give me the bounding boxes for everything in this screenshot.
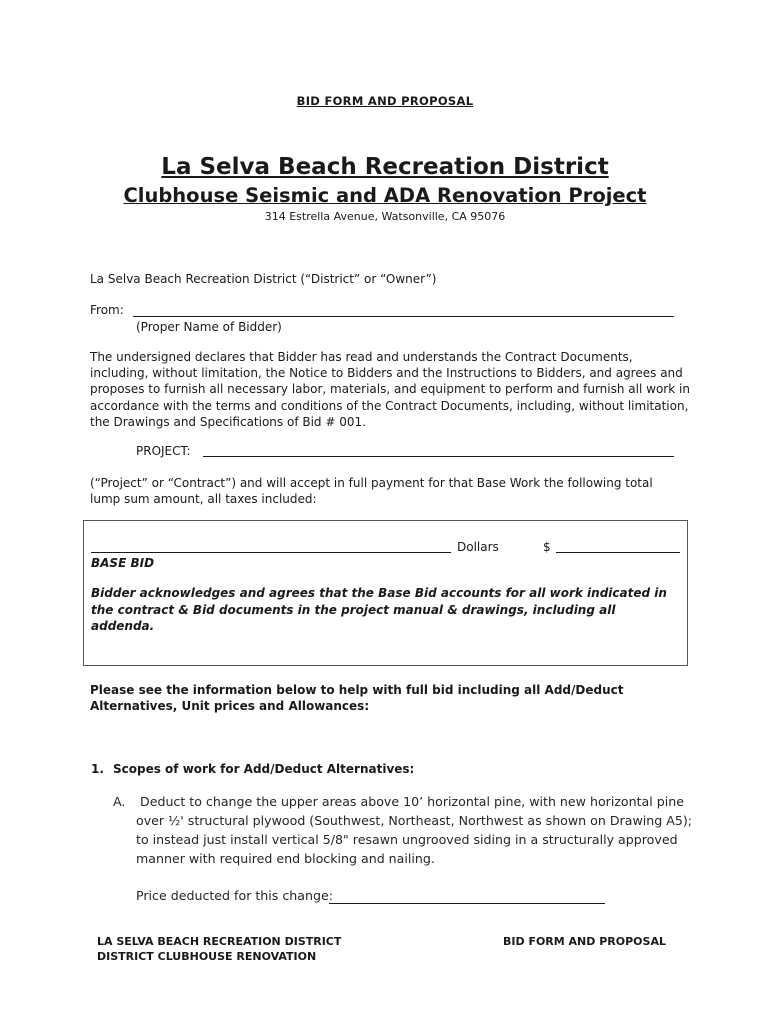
base-bid-acknowledgement: Bidder acknowledges and agrees that the Base Bid accounts for all work indicated in the contract & Bid documents in the project manual & drawings, including all addenda. <box>91 586 667 633</box>
amount-in-figures-field[interactable] <box>556 552 680 553</box>
project-title: Clubhouse Seismic and ADA Renovation Project <box>123 184 647 207</box>
amount-in-words-field[interactable] <box>91 552 451 553</box>
bidder-name-field[interactable] <box>133 316 674 317</box>
project-name-field[interactable] <box>203 456 674 457</box>
district-title: La Selva Beach Recreation District <box>161 154 609 180</box>
price-deducted-label: Price deducted for this change: <box>136 888 333 903</box>
dollar-sign: $ <box>543 540 551 554</box>
price-deducted-field[interactable] <box>329 903 605 904</box>
from-label: From: <box>90 303 124 317</box>
section-heading: Scopes of work for Add/Deduct Alternatives: <box>113 762 415 776</box>
dollars-label: Dollars <box>457 540 499 554</box>
item-letter: A. <box>113 794 126 809</box>
item-line-1: Deduct to change the upper areas above 10’ horizontal pine, with new horizontal pine <box>140 794 684 809</box>
section-number: 1. <box>91 762 104 776</box>
item-line-2: over ½' structural plywood (Southwest, Northeast, Northwest as shown on Drawing A5); <box>136 813 693 828</box>
owner-line: La Selva Beach Recreation District (“District” or “Owner”) <box>90 272 437 286</box>
payment-paragraph: (“Project” or “Contract”) and will accept in full payment for that Base Work the following total lump sum amount, all taxes included: <box>90 476 653 507</box>
declaration-paragraph: The undersigned declares that Bidder has read and understands the Contract Documents, including, without limitation, the Notice to Bidders and the Instructions to Bidders, and agrees and proposes to furnish all necessary labor, materials, and equipment to perform and furnish all work in accordance with the terms and conditions of the Contract Documents, including, without limitation, the Drawings and Specifications of Bid # 001. <box>90 350 690 429</box>
project-label: PROJECT: <box>136 444 191 458</box>
footer-left-line-2: DISTRICT CLUBHOUSE RENOVATION <box>97 950 317 963</box>
item-line-4: manner with required end blocking and nailing. <box>136 851 435 866</box>
item-line-3: to instead just install vertical 5/8" resawn ungrooved siding in a structurally approved <box>136 832 678 847</box>
footer-left-line-1: LA SELVA BEACH RECREATION DISTRICT <box>97 935 342 948</box>
base-bid-label: BASE BID <box>91 556 155 570</box>
bidder-name-caption: (Proper Name of Bidder) <box>136 320 282 334</box>
top-heading: BID FORM AND PROPOSAL <box>296 94 474 108</box>
project-address: 314 Estrella Avenue, Watsonville, CA 95076 <box>264 210 506 223</box>
footer-right: BID FORM AND PROPOSAL <box>503 935 666 948</box>
bid-info-note: Please see the information below to help with full bid including all Add/Deduct Alternatives, Unit prices and Allowances: <box>90 683 624 714</box>
